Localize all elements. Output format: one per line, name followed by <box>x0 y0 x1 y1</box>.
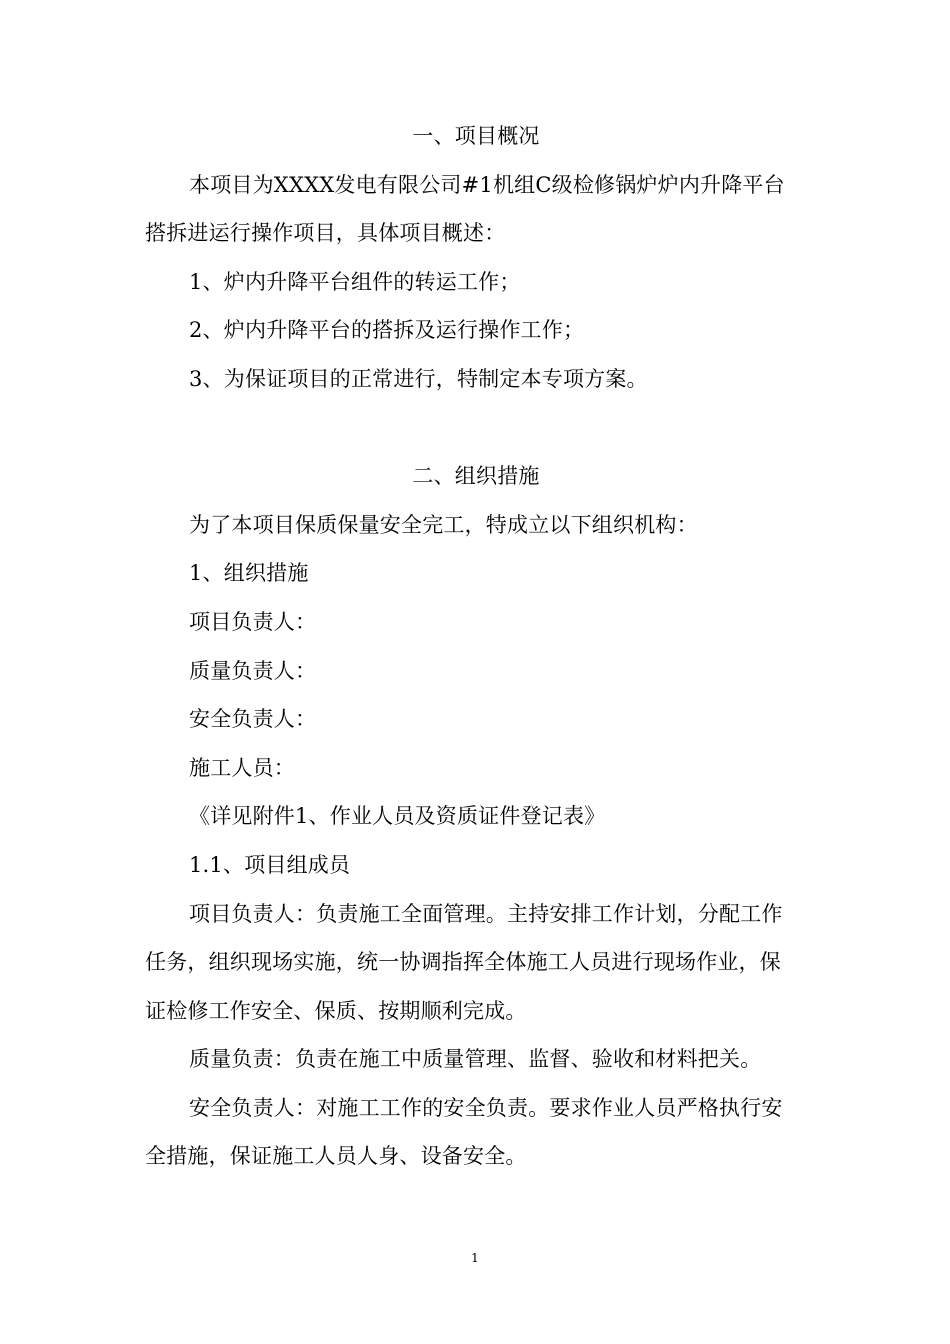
role-line: 项目负责人： <box>189 609 317 634</box>
organization-intro: 为了本项目保质保量安全完工，特成立以下组织机构： <box>189 512 698 537</box>
duty-safety-line: 安全负责人：对施工工作的安全负责。要求作业人员严格执行安 <box>189 1095 783 1120</box>
section-spacer <box>145 404 807 453</box>
subheading-team-members: 1.1、项目组成员 <box>189 852 351 877</box>
role-line: 施工人员： <box>189 755 295 780</box>
section-heading-organization: 二、组织措施 <box>412 464 540 489</box>
section-heading-overview: 一、项目概况 <box>412 124 540 148</box>
duty-project-manager-line: 任务，组织现场实施，统一协调指挥全体施工人员进行现场作业，保 <box>145 950 781 975</box>
subheading-organization-measures: 1、组织措施 <box>189 561 309 586</box>
role-line: 质量负责人： <box>189 658 317 683</box>
role-line: 安全负责人： <box>189 707 317 732</box>
overview-paragraph-line: 本项目为XXXX发电有限公司#1机组C级检修锅炉炉内升降平台 <box>189 172 785 197</box>
page-number: 1 <box>471 1251 479 1265</box>
duty-quality-line: 质量负责：负责在施工中质量管理、监督、验收和材料把关。 <box>189 1047 762 1072</box>
overview-paragraph-line: 搭拆进运行操作项目，具体项目概述： <box>145 221 506 246</box>
duty-safety-line: 全措施，保证施工人员人身、设备安全。 <box>145 1144 527 1169</box>
overview-list-item: 1、炉内升降平台组件的转运工作； <box>189 269 521 294</box>
overview-list-item: 3、为保证项目的正常进行，特制定本专项方案。 <box>189 366 648 391</box>
attachment-reference: 《详见附件1、作业人员及资质证件登记表》 <box>189 804 606 829</box>
duty-project-manager-line: 项目负责人：负责施工全面管理。主持安排工作计划，分配工作 <box>189 901 783 926</box>
overview-list-item: 2、炉内升降平台的搭拆及运行操作工作； <box>189 318 585 343</box>
document-body <box>145 112 807 1181</box>
duty-project-manager-line: 证检修工作安全、保质、按期顺利完成。 <box>145 998 527 1023</box>
